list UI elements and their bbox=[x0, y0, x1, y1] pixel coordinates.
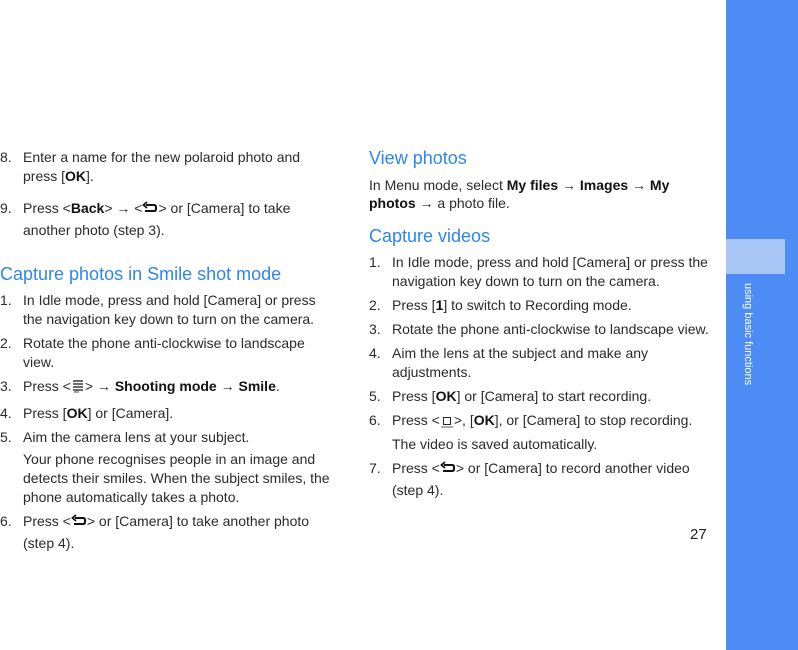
key-1: 1 bbox=[435, 297, 444, 313]
menu-icon bbox=[71, 378, 85, 399]
step-number: 9. bbox=[0, 200, 12, 216]
view-photos-text: In Menu mode, select My files → Images → My photos → a photo file. bbox=[369, 177, 670, 211]
step-number: 3. bbox=[369, 321, 381, 337]
step-number: 5. bbox=[0, 429, 12, 445]
list-item: 4. Press [OK] or [Camera]. bbox=[0, 405, 174, 421]
step-number: 2. bbox=[0, 335, 12, 351]
ok-key: OK bbox=[66, 405, 88, 421]
step-number: 6. bbox=[369, 412, 381, 428]
step-number: 1. bbox=[369, 254, 381, 270]
step-number: 4. bbox=[0, 405, 12, 421]
step-number: 1. bbox=[0, 292, 12, 308]
step-text: Aim the camera lens at your subject. bbox=[23, 429, 250, 445]
back-arrow-icon bbox=[142, 201, 158, 221]
back-key: Back bbox=[70, 200, 105, 216]
list-item: 9. Press <Back> → < > or [Camera] to take another photo (step 3). bbox=[0, 200, 291, 238]
sidebar-tab bbox=[726, 239, 785, 274]
step-number: 6. bbox=[0, 513, 12, 529]
step-number: 5. bbox=[369, 388, 381, 404]
step-text: In Idle mode, press and hold [Camera] or press the navigation key down to turn on the camera. bbox=[392, 254, 708, 289]
step-text: Rotate the phone anti-clockwise to landscape view. bbox=[23, 335, 305, 370]
page-number: 27 bbox=[690, 526, 707, 543]
list-item: 8. Enter a name for the new polaroid photo and press [OK]. bbox=[0, 149, 301, 184]
menu-option: My photos bbox=[369, 177, 670, 211]
menu-option: Shooting mode bbox=[114, 378, 217, 394]
step-number: 2. bbox=[369, 297, 381, 313]
step-note: The video is saved automatically. bbox=[392, 436, 598, 452]
step-text: Aim the lens at the subject and make any adjustments. bbox=[392, 345, 649, 380]
step-note: Your phone recognises people in an image and detects their smiles. When the subject smiles, the phone automatically takes a photo. bbox=[23, 451, 330, 505]
list-item: 5. Press [OK] or [Camera] to start recording. bbox=[369, 388, 652, 404]
stop-icon bbox=[440, 414, 454, 433]
step-number: 3. bbox=[0, 378, 12, 394]
step-number: 4. bbox=[369, 345, 381, 361]
menu-option: My files bbox=[506, 177, 559, 193]
ok-key: OK bbox=[65, 168, 87, 184]
list-item: 3. Press < > → Shooting mode → Smile. bbox=[0, 377, 338, 399]
left-column bbox=[0, 148, 338, 553]
list-item bbox=[0, 334, 338, 372]
list-item bbox=[369, 344, 714, 382]
ok-key: OK bbox=[435, 388, 457, 404]
section-title: Capture photos in Smile shot mode bbox=[0, 264, 282, 284]
step-number: 7. bbox=[369, 460, 381, 476]
step-text: Rotate the phone anti-clockwise to landscape view. bbox=[392, 321, 709, 337]
step-text: In Idle mode, press and hold [Camera] or press the navigation key down to turn on the camera. bbox=[23, 292, 316, 327]
ok-key: OK bbox=[473, 412, 495, 428]
back-arrow-icon bbox=[440, 461, 456, 481]
step-number: 8. bbox=[0, 149, 12, 165]
menu-option: Smile bbox=[238, 378, 276, 394]
list-item: 6. Press < > or [Camera] to take another photo (step 4). bbox=[0, 513, 310, 551]
list-item bbox=[0, 291, 338, 329]
section-title: Capture videos bbox=[369, 226, 491, 246]
menu-option: Images bbox=[579, 177, 629, 193]
section-title: View photos bbox=[369, 148, 467, 168]
sidebar-label: using basic functions bbox=[742, 283, 754, 386]
list-item: 6. Press < >, [OK], or [Camera] to stop recording. bbox=[369, 411, 714, 433]
right-column bbox=[369, 148, 714, 500]
back-arrow-icon bbox=[71, 514, 87, 534]
list-item bbox=[0, 428, 338, 447]
list-item: 2. Press [1] to switch to Recording mode. bbox=[369, 297, 632, 313]
list-item bbox=[369, 253, 714, 291]
list-item: 7. Press < > or [Camera] to record another video (step 4). bbox=[369, 460, 690, 498]
list-item bbox=[369, 320, 714, 339]
